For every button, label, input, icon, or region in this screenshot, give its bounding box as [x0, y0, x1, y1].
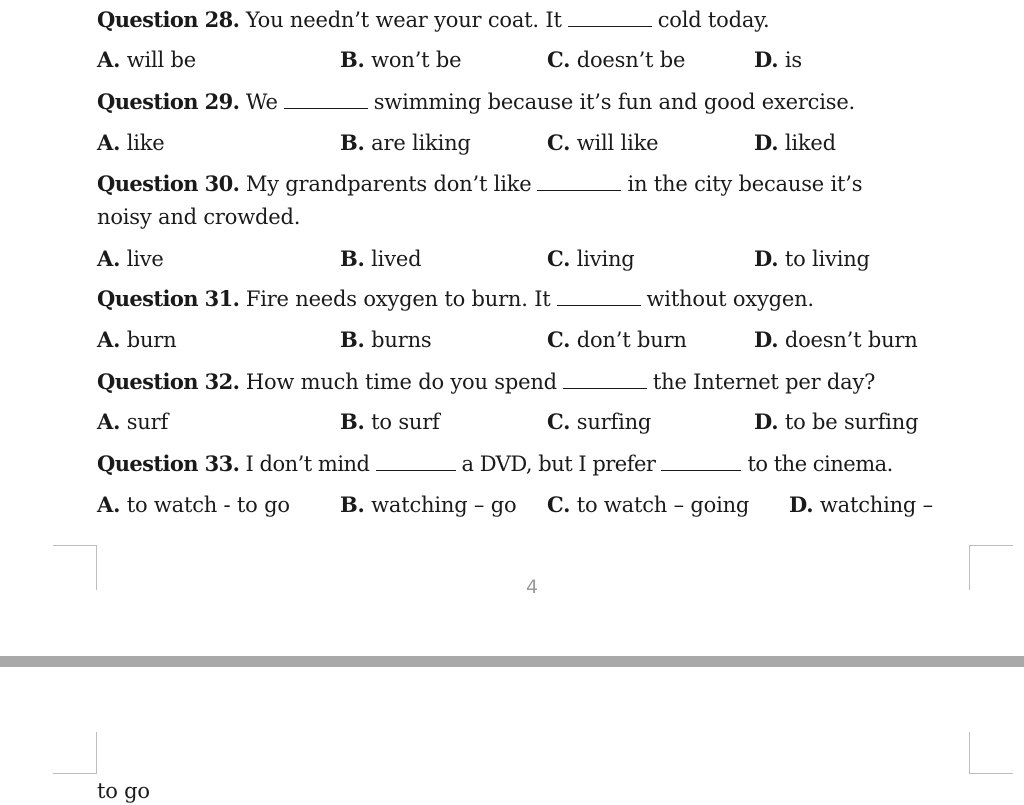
question-30-stem-continued	[97, 203, 300, 231]
question-text: I don’t mind	[245, 452, 370, 476]
option-a: A. to watch - to go	[97, 492, 290, 517]
question-33-stem	[97, 450, 893, 478]
question-31-stem	[97, 285, 814, 313]
page-number: 4	[526, 576, 539, 598]
margin-corner-mark	[969, 545, 1013, 590]
question-label: Question 29.	[97, 89, 240, 114]
answer-blank	[661, 469, 741, 471]
question-label: Question 32.	[97, 369, 240, 394]
option-a: A. will be	[97, 47, 196, 72]
margin-corner-mark	[53, 732, 97, 774]
option-b: B. won’t be	[340, 47, 462, 72]
question-30-stem	[97, 170, 862, 198]
question-text: the Internet per day?	[652, 370, 876, 394]
question-28-stem	[97, 6, 770, 34]
option-c: C. don’t burn	[547, 327, 687, 352]
option-d: D. is	[754, 47, 802, 72]
question-text: Fire needs oxygen to burn. It	[245, 287, 551, 311]
question-label: Question 30.	[97, 171, 240, 196]
margin-corner-mark	[969, 732, 1013, 774]
answer-blank	[557, 304, 641, 306]
question-text: a DVD, but I prefer	[461, 452, 656, 476]
page-break-divider	[0, 656, 1024, 667]
question-text: My grandparents don’t like	[245, 172, 532, 196]
question-label: Question 33.	[97, 451, 240, 476]
question-text: We	[245, 90, 278, 114]
answer-blank	[537, 189, 621, 191]
option-b: B. watching – go	[340, 492, 517, 517]
option-d: D. liked	[754, 130, 836, 155]
option-d: D. watching –	[789, 492, 933, 517]
option-c: C. doesn’t be	[547, 47, 686, 72]
option-d-continued: to go	[97, 779, 150, 803]
option-c: C. surfing	[547, 409, 652, 434]
option-c: C. to watch – going	[547, 492, 750, 517]
answer-blank	[284, 107, 368, 109]
answer-blank	[376, 469, 456, 471]
question-label: Question 31.	[97, 286, 240, 311]
option-a: A. live	[97, 246, 164, 271]
question-text: without oxygen.	[646, 287, 814, 311]
option-c: C. will like	[547, 130, 659, 155]
question-text: to the cinema.	[747, 452, 893, 476]
question-text: You needn’t wear your coat. It	[245, 8, 562, 32]
option-d: D. to living	[754, 246, 870, 271]
question-29-stem	[97, 88, 855, 116]
option-a: A. surf	[97, 409, 169, 434]
margin-corner-mark	[53, 545, 97, 590]
question-text: noisy and crowded.	[97, 205, 301, 229]
option-b: B. lived	[340, 246, 422, 271]
question-text: cold today.	[657, 8, 770, 32]
answer-blank	[563, 387, 647, 389]
question-label: Question 28.	[97, 7, 240, 32]
option-b: B. to surf	[340, 409, 440, 434]
option-d: D. to be surfing	[754, 409, 919, 434]
option-a: A. like	[97, 130, 165, 155]
option-d: D. doesn’t burn	[754, 327, 918, 352]
question-text: swimming because it’s fun and good exercise.	[373, 90, 856, 114]
question-text: in the city because it’s	[627, 172, 863, 196]
answer-blank	[568, 25, 652, 27]
question-32-stem	[97, 368, 875, 396]
option-c: C. living	[547, 246, 635, 271]
question-text: How much time do you spend	[245, 370, 557, 394]
option-a: A. burn	[97, 327, 177, 352]
option-b: B. burns	[340, 327, 432, 352]
option-b: B. are liking	[340, 130, 471, 155]
